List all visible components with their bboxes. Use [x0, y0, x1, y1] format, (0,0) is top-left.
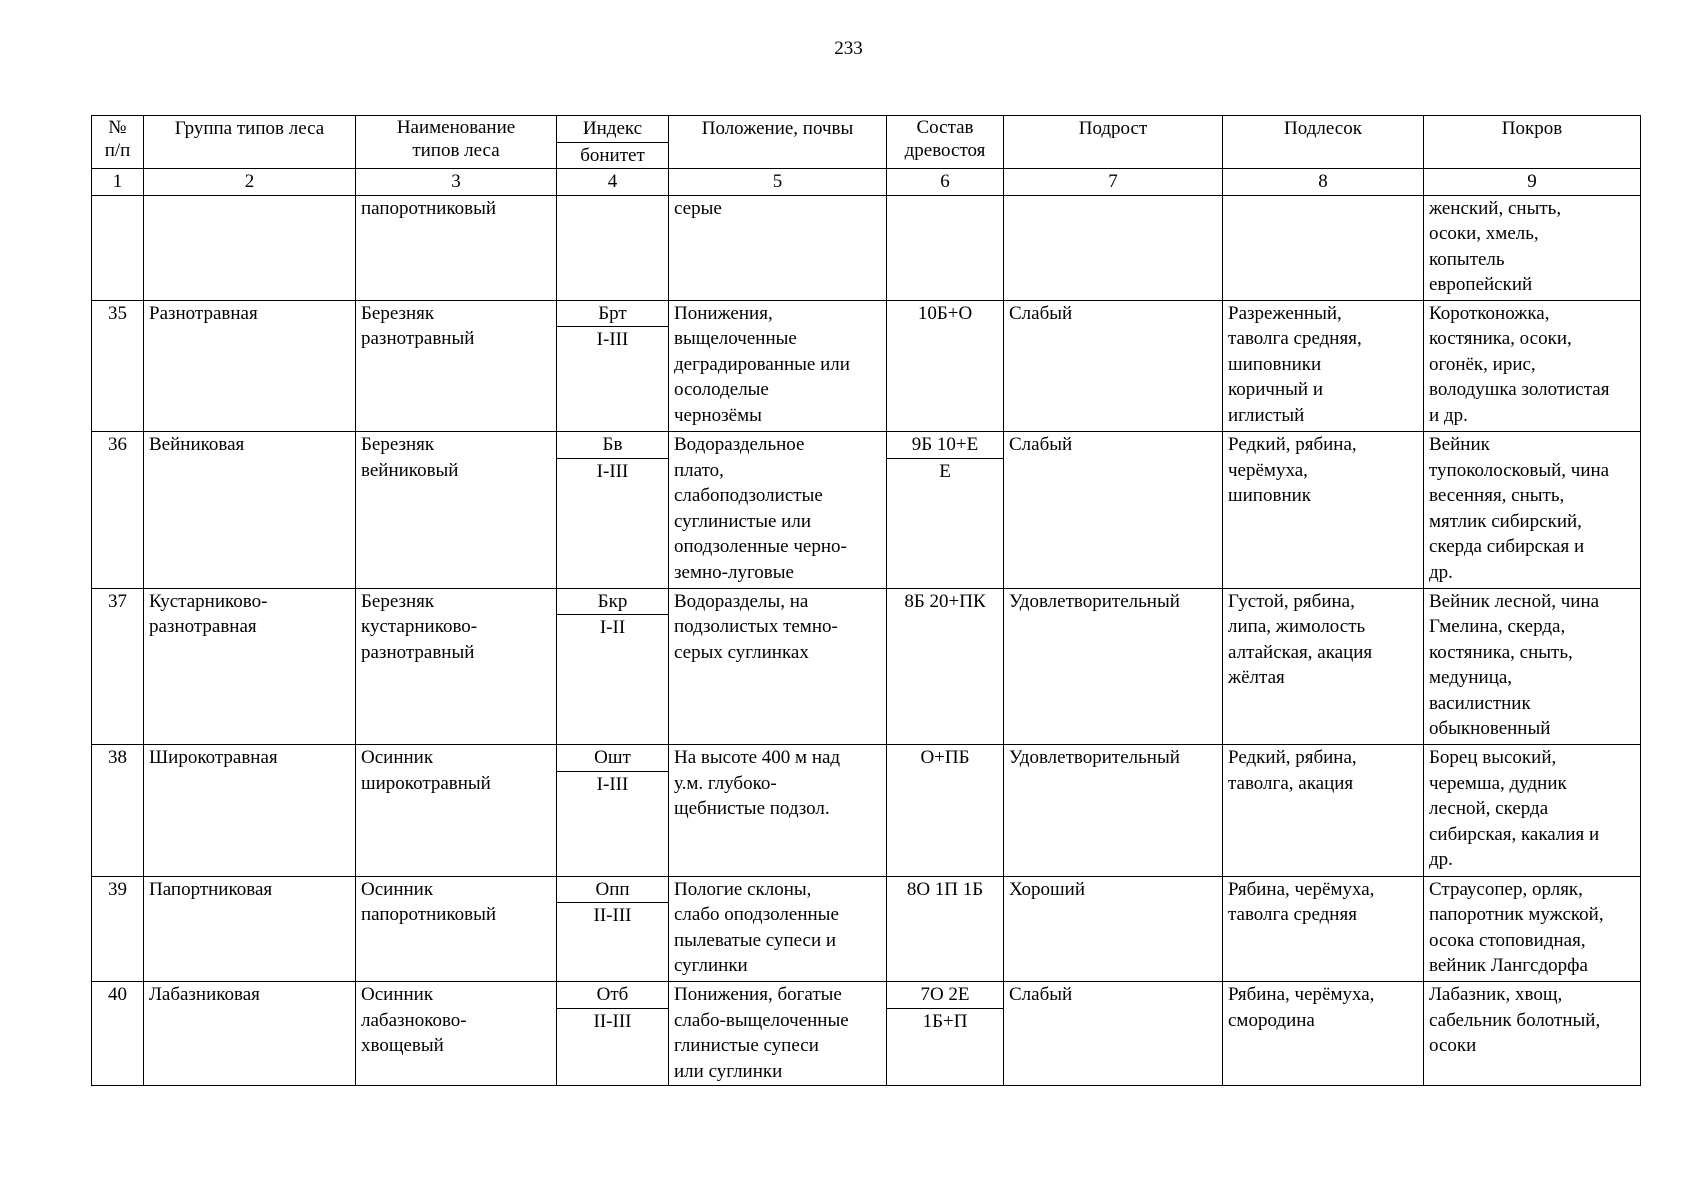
row-bonitet: I-III: [557, 327, 669, 432]
row-cover: женский, сныть, осоки, хмель, копытель европейский: [1424, 195, 1641, 300]
column-number: 9: [1424, 169, 1641, 196]
row-undergrowth: Слабый: [1004, 982, 1223, 1086]
header-forest-type-name: Наименование типов леса: [356, 116, 557, 169]
row-type-name: Березняк вейниковый: [356, 432, 557, 589]
row-underbrush: Разреженный, таволга средняя, шиповники коричный и иглистый: [1223, 300, 1424, 432]
column-number: 8: [1223, 169, 1424, 196]
row-group: Вейниковая: [144, 432, 356, 589]
header-num: № п/п: [92, 116, 144, 169]
row-cover: Вейник тупоколосковый, чина весенняя, сныть, мятлик сибирский, скерда сибирская и др.: [1424, 432, 1641, 589]
column-number: 3: [356, 169, 557, 196]
header-underbrush: Подлесок: [1223, 116, 1424, 169]
table-row: [92, 982, 1641, 1009]
header-index: Индекс: [557, 116, 669, 143]
row-position-soil: серые: [669, 195, 887, 300]
row-group: Лабазниковая: [144, 982, 356, 1086]
header-undergrowth: Подрост: [1004, 116, 1223, 169]
row-composition: [887, 195, 1004, 300]
row-index: Бкр: [557, 588, 669, 615]
row-composition-bottom: Е: [887, 458, 1004, 588]
row-num: [92, 195, 144, 300]
row-group: Кустарниково- разнотравная: [144, 588, 356, 745]
row-type-name: Осинник лабазноково- хвощевый: [356, 982, 557, 1086]
table-row: [92, 195, 1641, 300]
row-composition-bottom: 1Б+П: [887, 1008, 1004, 1085]
table-row: [92, 300, 1641, 327]
table-row: [92, 432, 1641, 459]
row-undergrowth: Удовлетворительный: [1004, 588, 1223, 745]
row-group: Широкотравная: [144, 745, 356, 877]
row-type-name: Березняк кустарниково- разнотравный: [356, 588, 557, 745]
header-position-soil: Положение, почвы: [669, 116, 887, 169]
row-index: Брт: [557, 300, 669, 327]
row-type-name: Осинник широкотравный: [356, 745, 557, 877]
row-composition: 9Б 10+Е: [887, 432, 1004, 459]
forest-types-table: [91, 115, 1641, 1086]
header-forest-group: Группа типов леса: [144, 116, 356, 169]
page-number: 233: [834, 38, 863, 59]
row-underbrush: Густой, рябина, липа, жимолость алтайская, акация жёлтая: [1223, 588, 1424, 745]
row-index: Ошт: [557, 745, 669, 772]
row-position-soil: Водораздельное плато, слабоподзолистые суглинистые или оподзоленные черно- земно-луговые: [669, 432, 887, 589]
row-group: Разнотравная: [144, 300, 356, 432]
row-bonitet: II-III: [557, 1008, 669, 1085]
column-number: 5: [669, 169, 887, 196]
row-num: 37: [92, 588, 144, 745]
header-cover: Покров: [1424, 116, 1641, 169]
row-num: 35: [92, 300, 144, 432]
row-num: 36: [92, 432, 144, 589]
row-type-name: Осинник папоротниковый: [356, 876, 557, 982]
row-underbrush: Редкий, рябина, черёмуха, шиповник: [1223, 432, 1424, 589]
row-undergrowth: [1004, 195, 1223, 300]
row-num: 40: [92, 982, 144, 1086]
row-type-name: папоротниковый: [356, 195, 557, 300]
row-group: [144, 195, 356, 300]
column-number-row: [92, 169, 1641, 196]
row-num: 39: [92, 876, 144, 982]
row-cover: Борец высокий, черемша, дудник лесной, скерда сибирская, какалия и др.: [1424, 745, 1641, 877]
row-underbrush: Рябина, черёмуха, смородина: [1223, 982, 1424, 1086]
row-position-soil: На высоте 400 м над у.м. глубоко- щебнистые подзол.: [669, 745, 887, 877]
header-bonitet: бонитет: [557, 142, 669, 169]
row-num: 38: [92, 745, 144, 877]
row-index: Бв: [557, 432, 669, 459]
column-number: 1: [92, 169, 144, 196]
row-cover: Коротконожка, костяника, осоки, огонёк, ирис, володушка золотистая и др.: [1424, 300, 1641, 432]
row-bonitet: I-II: [557, 615, 669, 745]
table-row: [92, 876, 1641, 903]
row-underbrush: Редкий, рябина, таволга, акация: [1223, 745, 1424, 877]
row-group: Папортниковая: [144, 876, 356, 982]
column-number: 7: [1004, 169, 1223, 196]
row-composition: 10Б+О: [887, 300, 1004, 432]
row-composition: 8О 1П 1Б: [887, 876, 1004, 982]
row-cover: Страусопер, орляк, папоротник мужской, осока стоповидная, вейник Лангсдорфа: [1424, 876, 1641, 982]
row-bonitet: I-III: [557, 771, 669, 876]
row-index: Опп: [557, 876, 669, 903]
row-bonitet: I-III: [557, 458, 669, 588]
column-number: 4: [557, 169, 669, 196]
row-index: [557, 195, 669, 300]
row-position-soil: Пологие склоны, слабо оподзоленные пылеватые супеси и суглинки: [669, 876, 887, 982]
row-cover: Вейник лесной, чина Гмелина, скерда, костяника, сныть, медуница, василистник обыкновенный: [1424, 588, 1641, 745]
row-composition: 7О 2Е: [887, 982, 1004, 1009]
row-position-soil: Понижения, выщелоченные деградированные или осолоделые чернозёмы: [669, 300, 887, 432]
row-index: Отб: [557, 982, 669, 1009]
table-row: [92, 588, 1641, 615]
row-bonitet: II-III: [557, 903, 669, 982]
row-undergrowth: Слабый: [1004, 432, 1223, 589]
row-composition: 8Б 20+ПК: [887, 588, 1004, 745]
row-undergrowth: Удовлетворительный: [1004, 745, 1223, 877]
row-position-soil: Водоразделы, на подзолистых темно- серых суглинках: [669, 588, 887, 745]
row-undergrowth: Слабый: [1004, 300, 1223, 432]
column-number: 6: [887, 169, 1004, 196]
row-underbrush: [1223, 195, 1424, 300]
row-composition: О+ПБ: [887, 745, 1004, 877]
column-number: 2: [144, 169, 356, 196]
table-row: [92, 745, 1641, 772]
row-undergrowth: Хороший: [1004, 876, 1223, 982]
row-position-soil: Понижения, богатые слабо-выщелоченные глинистые супеси или суглинки: [669, 982, 887, 1086]
row-underbrush: Рябина, черёмуха, таволга средняя: [1223, 876, 1424, 982]
row-cover: Лабазник, хвощ, сабельник болотный, осоки: [1424, 982, 1641, 1086]
row-type-name: Березняк разнотравный: [356, 300, 557, 432]
header-composition: Состав древостоя: [887, 116, 1004, 169]
